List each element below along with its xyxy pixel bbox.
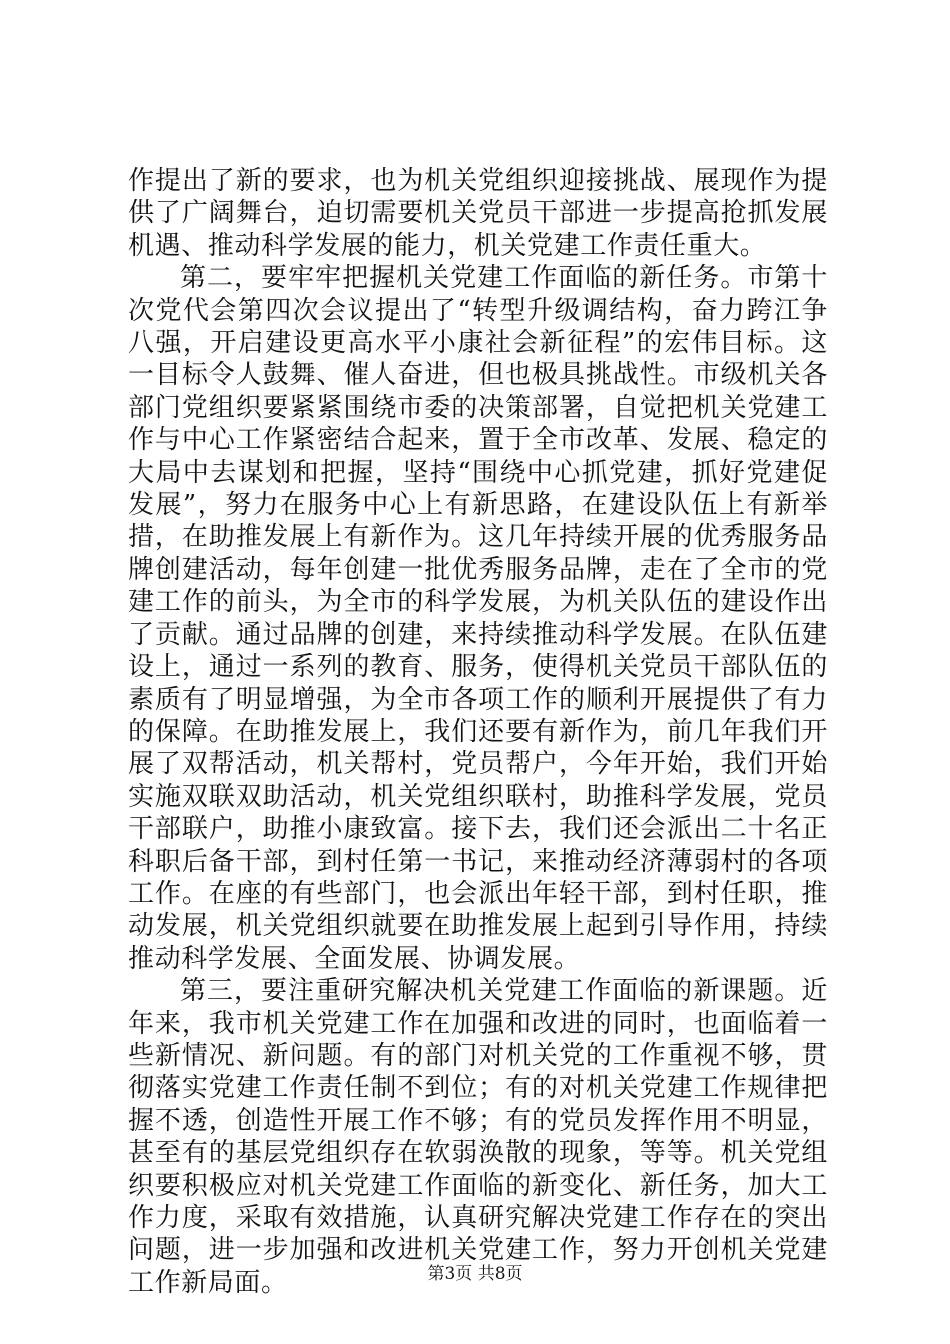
paragraph-continuation: 作提出了新的要求，也为机关党组织迎接挑战、展现作为提供了广阔舞台，迫切需要机关党员干部进一步提高抢抓发展机遇、推动科学发展的能力，机关党建工作责任重大。 (128, 166, 828, 261)
paragraph-second: 第二，要牢牢把握机关党建工作面临的新任务。市第十次党代会第四次会议提出了“转型升级调结构，奋力跨江争八强，开启建设更高水平小康社会新征程”的宏伟目标。这一目标令人鼓舞、催人奋进，但也极具挑战性。市级机关各部门党组织要紧紧围绕市委的决策部署，自觉把机关党建工作与中心工作紧密结合起来，置于全市改革、发展、稳定的大局中去谋划和把握，坚持“围绕中心抓党建，抓好党建促发展”，努力在服务中心上有新思路，在建设队伍上有新举措，在助推发展上有新作为。这几年持续开展的优秀服务品牌创建活动，每年创建一批优秀服务品牌，走在了全市的党建工作的前头，为全市的科学发展，为机关队伍的建设作出了贡献。通过品牌的创建，来持续推动科学发展。在队伍建设上，通过一系列的教育、服务，使得机关党员干部队伍的素质有了明显增强，为全市各项工作的顺利开展提供了有力的保障。在助推发展上，我们还要有新作为，前几年我们开展了双帮活动，机关帮村，党员帮户，今年开始，我们开始实施双联双助活动，机关党组织联村，助推科学发展，党员干部联户，助推小康致富。接下去，我们还会派出二十名正科职后备干部，到村任第一书记，来推动经济薄弱村的各项工作。在座的有些部门，也会派出年轻干部，到村任职，推动发展，机关党组织就要在助推发展上起到引导作用，持续推动科学发展、全面发展、协调发展。 (128, 263, 828, 974)
page-footer (0, 1259, 950, 1284)
page-number: 第3页 共8页 (427, 1264, 523, 1284)
document-body (128, 165, 828, 1299)
paragraph-third: 第三，要注重研究解决机关党建工作面临的新课题。近年来，我市机关党建工作在加强和改进的同时，也面临着一些新情况、新问题。有的部门对机关党的工作重视不够，贯彻落实党建工作责任制不到位；有的对机关党建工作规律把握不透，创造性开展工作不够；有的党员发挥作用不明显，甚至有的基层党组织存在软弱涣散的现象，等等。机关党组织要积极应对机关党建工作面临的新变化、新任务，加大工作力度，采取有效措施，认真研究解决党建工作存在的突出问题，进一步加强和改进机关党建工作，努力开创机关党建工作新局面。 (128, 976, 828, 1298)
